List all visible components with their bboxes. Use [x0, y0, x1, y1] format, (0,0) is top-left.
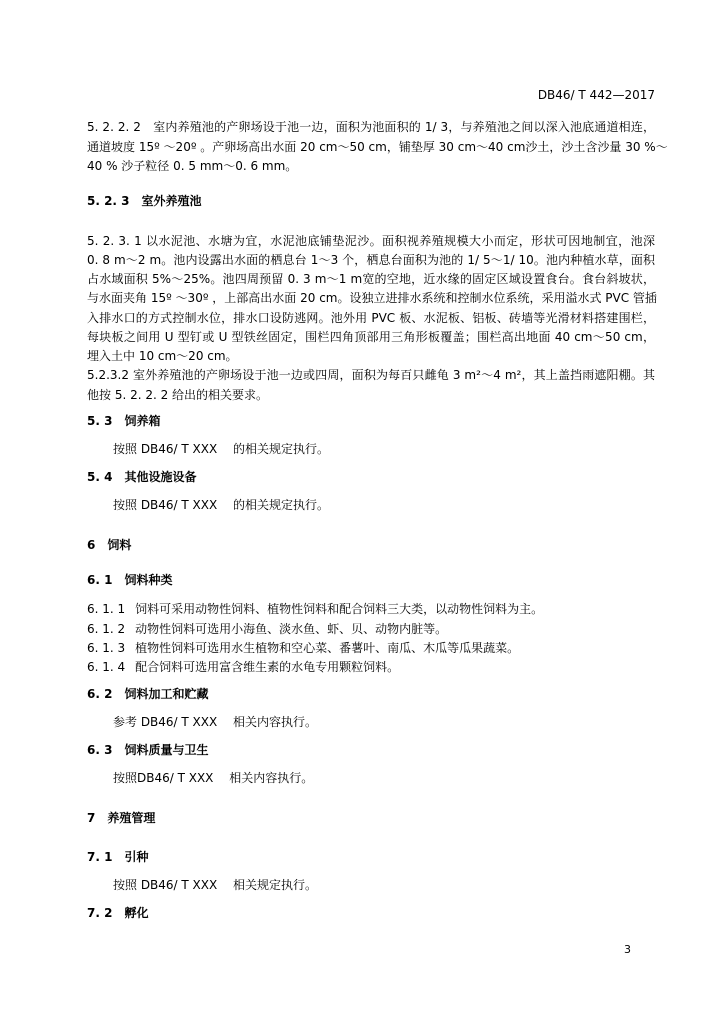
- paragraph-line: 埋入土中 10 cm～20 cm。: [87, 349, 238, 363]
- section-heading-6-3: [87, 742, 655, 758]
- clause-6-3-text: 按照DB46/ T XXX 相关内容执行。: [113, 771, 314, 785]
- paragraph-line: 5. 2. 3. 1 以水泥池、水塘为宜，水泥池底铺垫泥沙。面积视养殖规模大小而定，形状可因地制宜，池深: [87, 234, 655, 248]
- paragraph-line: 占水域面积 5%～25%。池四周预留 0. 3 m～1 m宽的空地，近水缘的固定区域设置食台。食台斜坡状，: [87, 272, 655, 286]
- heading-title: 引种: [124, 850, 149, 864]
- heading-number: 7: [87, 811, 96, 825]
- clause-6-1-2: [87, 621, 655, 637]
- paragraph-line: 5.2.3.2 室外养殖池的产卵场设于池一边或四周，面积为每百只雌龟 3 m²～4 m²，其上盖挡雨遮阳棚。其: [87, 368, 655, 382]
- clause-6-1-1: [87, 601, 655, 617]
- clause-number: 6. 1. 4: [87, 660, 126, 674]
- clause-text: 配合饲料可选用富含维生素的水龟专用颗粒饲料。: [135, 660, 400, 674]
- heading-title: 养殖管理: [107, 811, 156, 825]
- section-heading-6-1: [87, 572, 655, 588]
- heading-number: 6. 2: [87, 687, 113, 701]
- heading-title: 饲养箱: [124, 414, 161, 428]
- heading-number: 5. 2. 3: [87, 194, 130, 208]
- clause-text: 饲料可采用动物性饲料、植物性饲料和配合饲料三大类，以动物性饲料为主。: [135, 602, 544, 616]
- section-heading-5-2-3: [87, 193, 655, 209]
- clause-number: 6. 1. 1: [87, 602, 126, 616]
- heading-title: 其他设施设备: [124, 470, 197, 484]
- paragraph-line: 通道坡度 15º ～20º 。产卵场高出水面 20 cm～50 cm，铺垫厚 30 cm～40 cm沙土，沙土含沙量 30 %～: [87, 140, 668, 154]
- clause-7-1-text: 按照 DB46/ T XXX 相关规定执行。: [113, 878, 318, 892]
- chapter-heading-7: [87, 810, 655, 826]
- paragraph-line: 每块板之间用 U 型钉或 U 型铁丝固定，围栏四角顶部用三角形板覆盖；围栏高出地面 40 cm～50 cm，: [87, 330, 655, 344]
- paragraph-line: 与水面夹角 15º ～30º ，上部高出水面 20 cm。设独立进排水系统和控制水位系统，采用溢水式 PVC 管插: [87, 291, 657, 305]
- clause-number: 6. 1. 3: [87, 641, 126, 655]
- heading-number: 7. 2: [87, 906, 113, 920]
- heading-number: 6. 1: [87, 573, 113, 587]
- heading-title: 饲料: [107, 538, 132, 552]
- heading-number: 7. 1: [87, 850, 113, 864]
- clause-6-2-text: 参考 DB46/ T XXX 相关内容执行。: [113, 715, 318, 729]
- chapter-heading-6: [87, 537, 655, 553]
- standard-code-header: DB46/ T 442—2017: [537, 88, 655, 102]
- clause-5-4-text: 按照 DB46/ T XXX 的相关规定执行。: [113, 498, 330, 512]
- paragraph-line: 40 % 沙子粒径 0. 5 mm～0. 6 mm。: [87, 159, 298, 173]
- heading-title: 室外养殖池: [141, 194, 202, 208]
- paragraph-line: 0. 8 m～2 m。池内设露出水面的栖息台 1～3 个，栖息台面积为池的 1/ 5～1/ 10。池内种植水草，面积: [87, 253, 655, 267]
- section-heading-5-3: [87, 413, 655, 429]
- section-heading-5-4: [87, 469, 655, 485]
- clause-number: 6. 1. 2: [87, 622, 126, 636]
- heading-number: 6. 3: [87, 743, 113, 757]
- paragraph-line: 他按 5. 2. 2. 2 给出的相关要求。: [87, 388, 269, 402]
- section-heading-7-2: [87, 905, 655, 921]
- heading-title: 饲料种类: [124, 573, 173, 587]
- heading-number: 6: [87, 538, 96, 552]
- heading-title: 饲料质量与卫生: [124, 743, 209, 757]
- paragraph-line: 5. 2. 2. 2 室内养殖池的产卵场设于池一边，面积为池面积的 1/ 3，与养殖池之间以深入池底通道相连，: [87, 120, 655, 134]
- clause-6-1-4: [87, 659, 655, 675]
- section-heading-6-2: [87, 686, 655, 702]
- clause-5-3-text: 按照 DB46/ T XXX 的相关规定执行。: [113, 442, 330, 456]
- heading-number: 5. 3: [87, 414, 113, 428]
- clause-6-1-3: [87, 640, 655, 656]
- heading-title: 孵化: [124, 906, 149, 920]
- clause-text: 植物性饲料可选用水生植物和空心菜、番薯叶、南瓜、木瓜等瓜果蔬菜。: [135, 641, 520, 655]
- paragraph-line: 入排水口的方式控制水位，排水口设防逃网。池外用 PVC 板、水泥板、铝板、砖墙等光滑材料搭建围栏，: [87, 311, 655, 325]
- page-number: 3: [624, 943, 631, 956]
- section-heading-7-1: [87, 849, 655, 865]
- heading-number: 5. 4: [87, 470, 113, 484]
- heading-title: 饲料加工和贮藏: [124, 687, 209, 701]
- clause-text: 动物性饲料可选用小海鱼、淡水鱼、虾、贝、动物内脏等。: [135, 622, 448, 636]
